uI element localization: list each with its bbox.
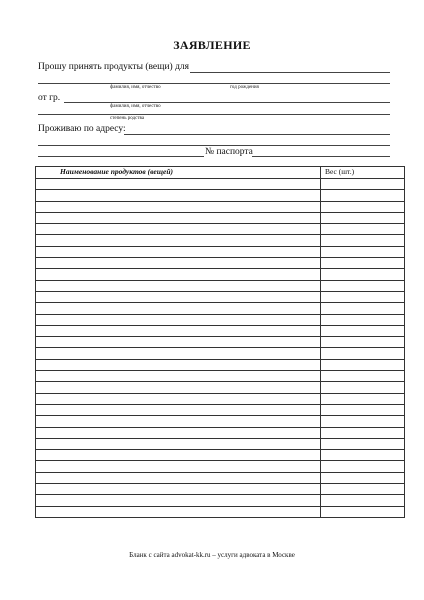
item-weight-cell[interactable] [321,416,405,427]
item-weight-cell[interactable] [321,325,405,336]
passport-prefix-line[interactable] [38,156,204,157]
passport-fill-line[interactable] [252,156,390,157]
item-name-cell[interactable] [36,246,321,257]
item-name-cell[interactable] [36,438,321,449]
item-name-cell[interactable] [36,303,321,314]
item-weight-cell[interactable] [321,359,405,370]
kinship-fill-line[interactable] [38,114,390,115]
header-weight: Вес (шт.) [321,167,405,179]
item-name-cell[interactable] [36,224,321,235]
table-row [36,190,405,201]
table-row [36,269,405,280]
table-row [36,325,405,336]
item-weight-cell[interactable] [321,495,405,506]
table-row [36,427,405,438]
table-row [36,438,405,449]
hint-fio-2: фамилия, имя, отчество [110,104,161,109]
item-weight-cell[interactable] [321,212,405,223]
table-row [36,382,405,393]
item-weight-cell[interactable] [321,314,405,325]
item-name-cell[interactable] [36,212,321,223]
item-weight-cell[interactable] [321,484,405,495]
table-row [36,495,405,506]
item-name-cell[interactable] [36,495,321,506]
item-weight-cell[interactable] [321,506,405,517]
item-weight-cell[interactable] [321,450,405,461]
item-name-cell[interactable] [36,371,321,382]
item-name-cell[interactable] [36,348,321,359]
hint-fio-1: фамилия, имя, отчество [110,85,161,90]
item-weight-cell[interactable] [321,371,405,382]
item-name-cell[interactable] [36,201,321,212]
item-name-cell[interactable] [36,484,321,495]
item-name-cell[interactable] [36,472,321,483]
item-weight-cell[interactable] [321,224,405,235]
item-weight-cell[interactable] [321,291,405,302]
items-body [36,179,405,518]
item-weight-cell[interactable] [321,201,405,212]
table-row [36,337,405,348]
passport-label: № паспорта [205,147,253,157]
table-row [36,404,405,415]
table-row [36,246,405,257]
address-label: Проживаю по адресу: [38,124,126,134]
request-fill-line[interactable] [190,72,390,73]
item-name-cell[interactable] [36,382,321,393]
item-name-cell[interactable] [36,427,321,438]
item-name-cell[interactable] [36,506,321,517]
item-name-cell[interactable] [36,258,321,269]
item-name-cell[interactable] [36,280,321,291]
item-weight-cell[interactable] [321,461,405,472]
table-row [36,303,405,314]
item-weight-cell[interactable] [321,404,405,415]
item-name-cell[interactable] [36,291,321,302]
item-weight-cell[interactable] [321,393,405,404]
address-fill-line[interactable] [124,134,390,135]
item-weight-cell[interactable] [321,382,405,393]
item-name-cell[interactable] [36,325,321,336]
item-weight-cell[interactable] [321,438,405,449]
address-fill-line-2[interactable] [38,145,390,146]
item-weight-cell[interactable] [321,258,405,269]
table-row [36,212,405,223]
item-weight-cell[interactable] [321,280,405,291]
table-row [36,393,405,404]
item-name-cell[interactable] [36,359,321,370]
table-row [36,258,405,269]
item-name-cell[interactable] [36,314,321,325]
item-name-cell[interactable] [36,416,321,427]
item-weight-cell[interactable] [321,246,405,257]
table-header-row [36,167,405,179]
item-weight-cell[interactable] [321,472,405,483]
item-name-cell[interactable] [36,404,321,415]
table-row [36,416,405,427]
item-weight-cell[interactable] [321,337,405,348]
table-row [36,201,405,212]
from-fill-line[interactable] [64,102,390,103]
item-weight-cell[interactable] [321,235,405,246]
table-row [36,371,405,382]
header-item-name: Наименование продуктов (вещей) [36,167,321,179]
table-row [36,280,405,291]
item-weight-cell[interactable] [321,179,405,190]
table-row [36,359,405,370]
fio-birth-fill-line[interactable] [38,83,390,84]
item-weight-cell[interactable] [321,348,405,359]
item-weight-cell[interactable] [321,269,405,280]
item-name-cell[interactable] [36,393,321,404]
table-row [36,348,405,359]
table-row [36,484,405,495]
table-row [36,224,405,235]
hint-kinship: степень родства [110,116,145,121]
table-row [36,314,405,325]
item-name-cell[interactable] [36,461,321,472]
table-row [36,291,405,302]
table-row [36,472,405,483]
from-label: от гр. [38,93,61,103]
item-name-cell[interactable] [36,179,321,190]
item-name-cell[interactable] [36,269,321,280]
item-weight-cell[interactable] [321,303,405,314]
table-row [36,450,405,461]
table-row [36,506,405,517]
table-row [36,461,405,472]
items-table [35,166,405,518]
item-name-cell[interactable] [36,235,321,246]
item-weight-cell[interactable] [321,427,405,438]
item-name-cell[interactable] [36,337,321,348]
item-name-cell[interactable] [36,190,321,201]
hint-birth-year: год рождения [230,85,259,90]
table-row [36,235,405,246]
footer-note: Бланк с сайта advokat-kk.ru – услуги адвоката в Москве [129,551,295,559]
document-title: ЗАЯВЛЕНИЕ [173,38,251,52]
item-name-cell[interactable] [36,450,321,461]
request-label: Прошу принять продукты (вещи) для [38,62,190,72]
table-row [36,179,405,190]
item-weight-cell[interactable] [321,190,405,201]
